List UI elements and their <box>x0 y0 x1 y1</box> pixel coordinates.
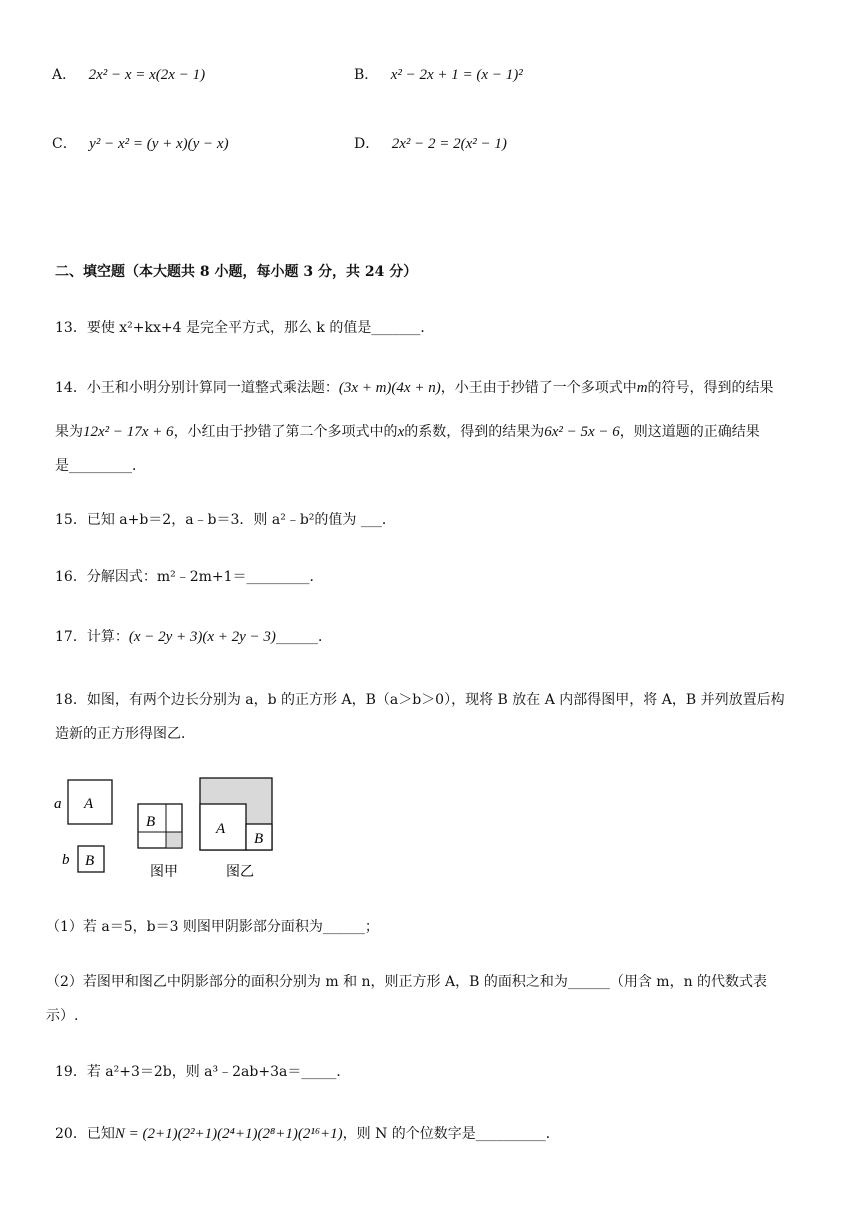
question-14-line-1 <box>55 378 815 398</box>
option-c <box>52 133 229 153</box>
question-14-line-2 <box>55 422 815 442</box>
fig-square-a-label: A <box>84 796 94 812</box>
option-b-expr: x² − 2x + 1 = (x − 1)² <box>390 67 523 83</box>
q20-tail: ，则 N 的个位数字是__________． <box>342 1126 560 1142</box>
q17-expr: (x − 2y + 3)(x + 2y − 3) <box>128 629 276 645</box>
question-14-line-3: 是_________． <box>55 458 146 474</box>
q14-text-b: ，小王由于抄错了一个多项式中 <box>440 380 637 396</box>
q14-expr-3: 6x² − 5x − 6 <box>544 424 620 440</box>
question-18-part-1: （1）若 a＝5，b＝3 则图甲阴影部分面积为______； <box>46 919 379 935</box>
fig-yi-a-label: A <box>216 821 226 837</box>
option-c-label: C． <box>52 136 77 152</box>
question-13: 13．要使 x²+kx+4 是完全平方式，那么 k 的值是_______． <box>55 320 435 336</box>
question-17 <box>55 627 815 647</box>
q14-expr-2: 12x² − 17x + 6 <box>83 424 174 440</box>
option-a <box>52 64 205 84</box>
option-b <box>354 64 523 84</box>
fig-yi-caption: 图乙 <box>226 865 254 880</box>
question-18-line-2: 造新的正方形得图乙． <box>55 726 195 742</box>
option-d <box>354 133 507 153</box>
q20-label: 20．已知 <box>55 1126 115 1142</box>
question-18-part-2-line-1: （2）若图甲和图乙中阴影部分的面积分别为 m 和 n，则正方形 A，B 的面积之和为______（用含 m，n 的代数式表 <box>46 974 768 990</box>
question-15: 15．已知 a+b＝2，a﹣b＝3．则 a²﹣b²的值为 ___． <box>55 512 396 528</box>
option-b-label: B． <box>354 67 379 83</box>
q14-var-x: x <box>397 424 405 440</box>
q17-blank: ______． <box>275 629 332 645</box>
q14-text-f: 的系数，得到的结果为 <box>404 424 545 440</box>
q18-figure <box>46 770 286 888</box>
q14-text-a: 14．小王和小明分别计算同一道整式乘法题： <box>55 380 339 396</box>
fig-square-b-label: B <box>85 853 95 869</box>
fig-jia-caption: 图甲 <box>150 865 178 880</box>
option-a-label: A． <box>52 67 77 83</box>
question-18-line-1: 18．如图，有两个边长分别为 a，b 的正方形 A，B（a＞b＞0），现将 B 放在 A 内部得图甲，将 A，B 并列放置后构 <box>55 692 785 708</box>
q14-var-m: m <box>636 380 648 396</box>
fig-jia-b-label: B <box>146 814 156 830</box>
fig-jia-shaded <box>166 832 182 848</box>
question-16: 16．分解因式：m²﹣2m+1＝_________． <box>55 569 324 585</box>
question-20 <box>55 1124 815 1144</box>
fig-label-a: a <box>54 796 62 812</box>
q14-text-g: ，则这道题的正确结果 <box>619 424 760 440</box>
question-18-part-2-line-2: 示）. <box>46 1008 79 1024</box>
fig-yi-b-label: B <box>254 831 264 847</box>
q14-text-c: 的符号，得到的结果 <box>647 380 774 396</box>
q17-label: 17．计算： <box>55 629 129 645</box>
option-a-expr: 2x² − x = x(2x − 1) <box>88 67 206 83</box>
q14-expr-1: (3x + m)(4x + n) <box>338 380 441 396</box>
fig-label-b: b <box>62 852 70 868</box>
option-c-expr: y² − x² = (y + x)(y − x) <box>89 136 229 152</box>
section-title: 二、填空题（本大题共 8 小题，每小题 3 分，共 24 分） <box>55 264 418 280</box>
question-19: 19．若 a²+3＝2b，则 a³﹣2ab+3a＝_____． <box>55 1064 351 1080</box>
q20-expr: N = (2+1)(2²+1)(2⁴+1)(2⁸+1)(2¹⁶+1) <box>114 1126 343 1142</box>
option-d-label: D． <box>354 136 380 152</box>
q14-text-d: 果为 <box>55 424 83 440</box>
q14-text-e: ，小红由于抄错了第二个多项式中的 <box>173 424 398 440</box>
option-d-expr: 2x² − 2 = 2(x² − 1) <box>391 136 507 152</box>
